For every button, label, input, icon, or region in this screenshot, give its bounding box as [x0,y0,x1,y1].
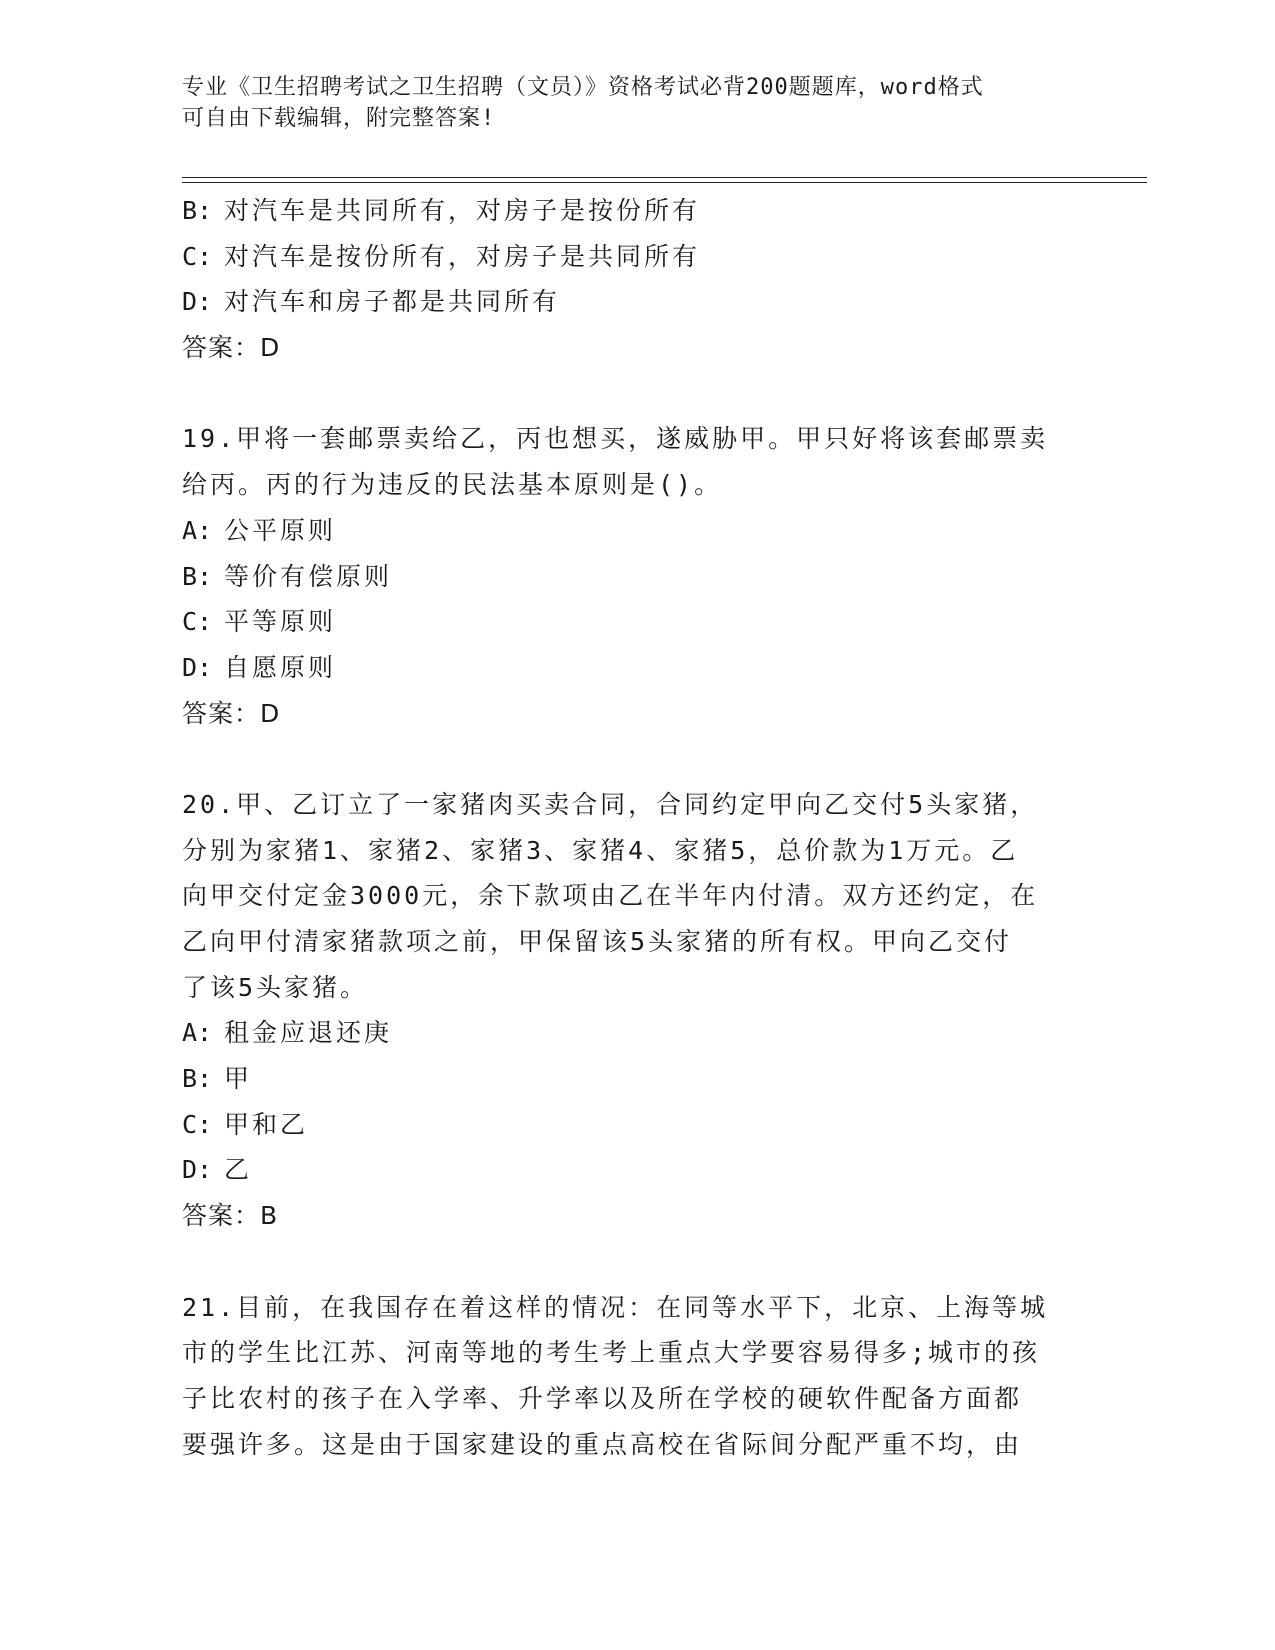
question-stem-line: 子比农村的孩子在入学率、升学率以及所在学校的硬软件配备方面都 [182,1383,1023,1413]
header-line-2: 可自由下载编辑，附完整答案! [182,106,496,131]
option-b [182,188,1082,234]
question-19 [182,416,1082,736]
option-text: 乙 [224,1155,253,1185]
answer-line: 答案：D [182,333,281,363]
option-a [182,508,1082,554]
option-text: 对汽车是共同所有，对房子是按份所有 [224,196,701,225]
option-text: 等价有偿原则 [224,561,393,591]
page-header [182,72,1062,134]
option-text: 公平原则 [224,515,337,545]
option-c [182,234,1082,280]
question-stem-line: 向甲交付定金3000元，余下款项由乙在半年内付清。双方还约定，在 [182,881,1039,911]
question-stem-line: 21.目前，在我国存在着这样的情况：在同等水平下，北京、上海等城 [182,1292,1049,1322]
option-letter: C: [182,1109,213,1139]
question-body [182,188,1082,1467]
option-letter: C: [182,607,213,637]
option-letter: D: [182,652,213,682]
option-letter: D: [182,1155,213,1185]
option-letter: B: [182,561,213,591]
question-stem-line: 20.甲、乙订立了一家猪肉买卖合同，合同约定甲向乙交付5头家猪， [182,789,1039,819]
option-text: 自愿原则 [224,652,337,682]
option-text: 甲和乙 [224,1109,309,1139]
option-b [182,554,1082,600]
question-stem-line: 乙向甲付清家猪款项之前，甲保留该5头家猪的所有权。甲向乙交付 [182,927,1013,956]
option-c [182,599,1082,645]
option-letter: B: [182,196,213,225]
option-letter: B: [182,1064,213,1094]
option-b [182,1056,1082,1102]
answer-line: 答案：D [182,698,281,728]
question-stem-line: 市的学生比江苏、河南等地的考生考上重点大学要容易得多;城市的孩 [182,1338,1041,1368]
question-stem-line: 给丙。丙的行为违反的民法基本原则是()。 [182,470,723,500]
option-text: 甲 [224,1064,253,1094]
question-stem-line: 了该5头家猪。 [182,972,369,1002]
question-20 [182,782,1082,1239]
option-text: 租金应退还庚 [224,1018,393,1048]
option-d [182,279,1082,325]
answer-line: 答案：B [182,1201,279,1231]
question-stem-line: 要强许多。这是由于国家建设的重点高校在省际间分配严重不均，由 [182,1429,1023,1459]
option-d [182,1147,1082,1193]
option-d [182,645,1082,691]
option-c [182,1102,1082,1148]
option-a [182,1010,1082,1056]
question-stem-line: 19.甲将一套邮票卖给乙，丙也想买，遂威胁甲。甲只好将该套邮票卖 [182,424,1049,454]
option-letter: A: [182,515,213,545]
option-letter: D: [182,287,213,317]
option-letter: C: [182,241,213,271]
option-text: 对汽车是按份所有，对房子是共同所有 [224,241,701,271]
header-line-1: 专业《卫生招聘考试之卫生招聘（文员）》资格考试必背200题题库，word格式 [182,75,984,100]
spacer [182,736,1082,782]
question-21 [182,1285,1082,1468]
header-rule-top [182,177,1147,178]
spacer [182,371,1082,417]
spacer [182,1239,1082,1285]
option-text: 平等原则 [224,607,337,637]
option-text: 对汽车和房子都是共同所有 [224,287,561,317]
header-rule-bottom [182,182,1147,183]
question-stem-line: 分别为家猪1、家猪2、家猪3、家猪4、家猪5，总价款为1万元。乙 [182,835,1019,865]
option-letter: A: [182,1018,213,1048]
